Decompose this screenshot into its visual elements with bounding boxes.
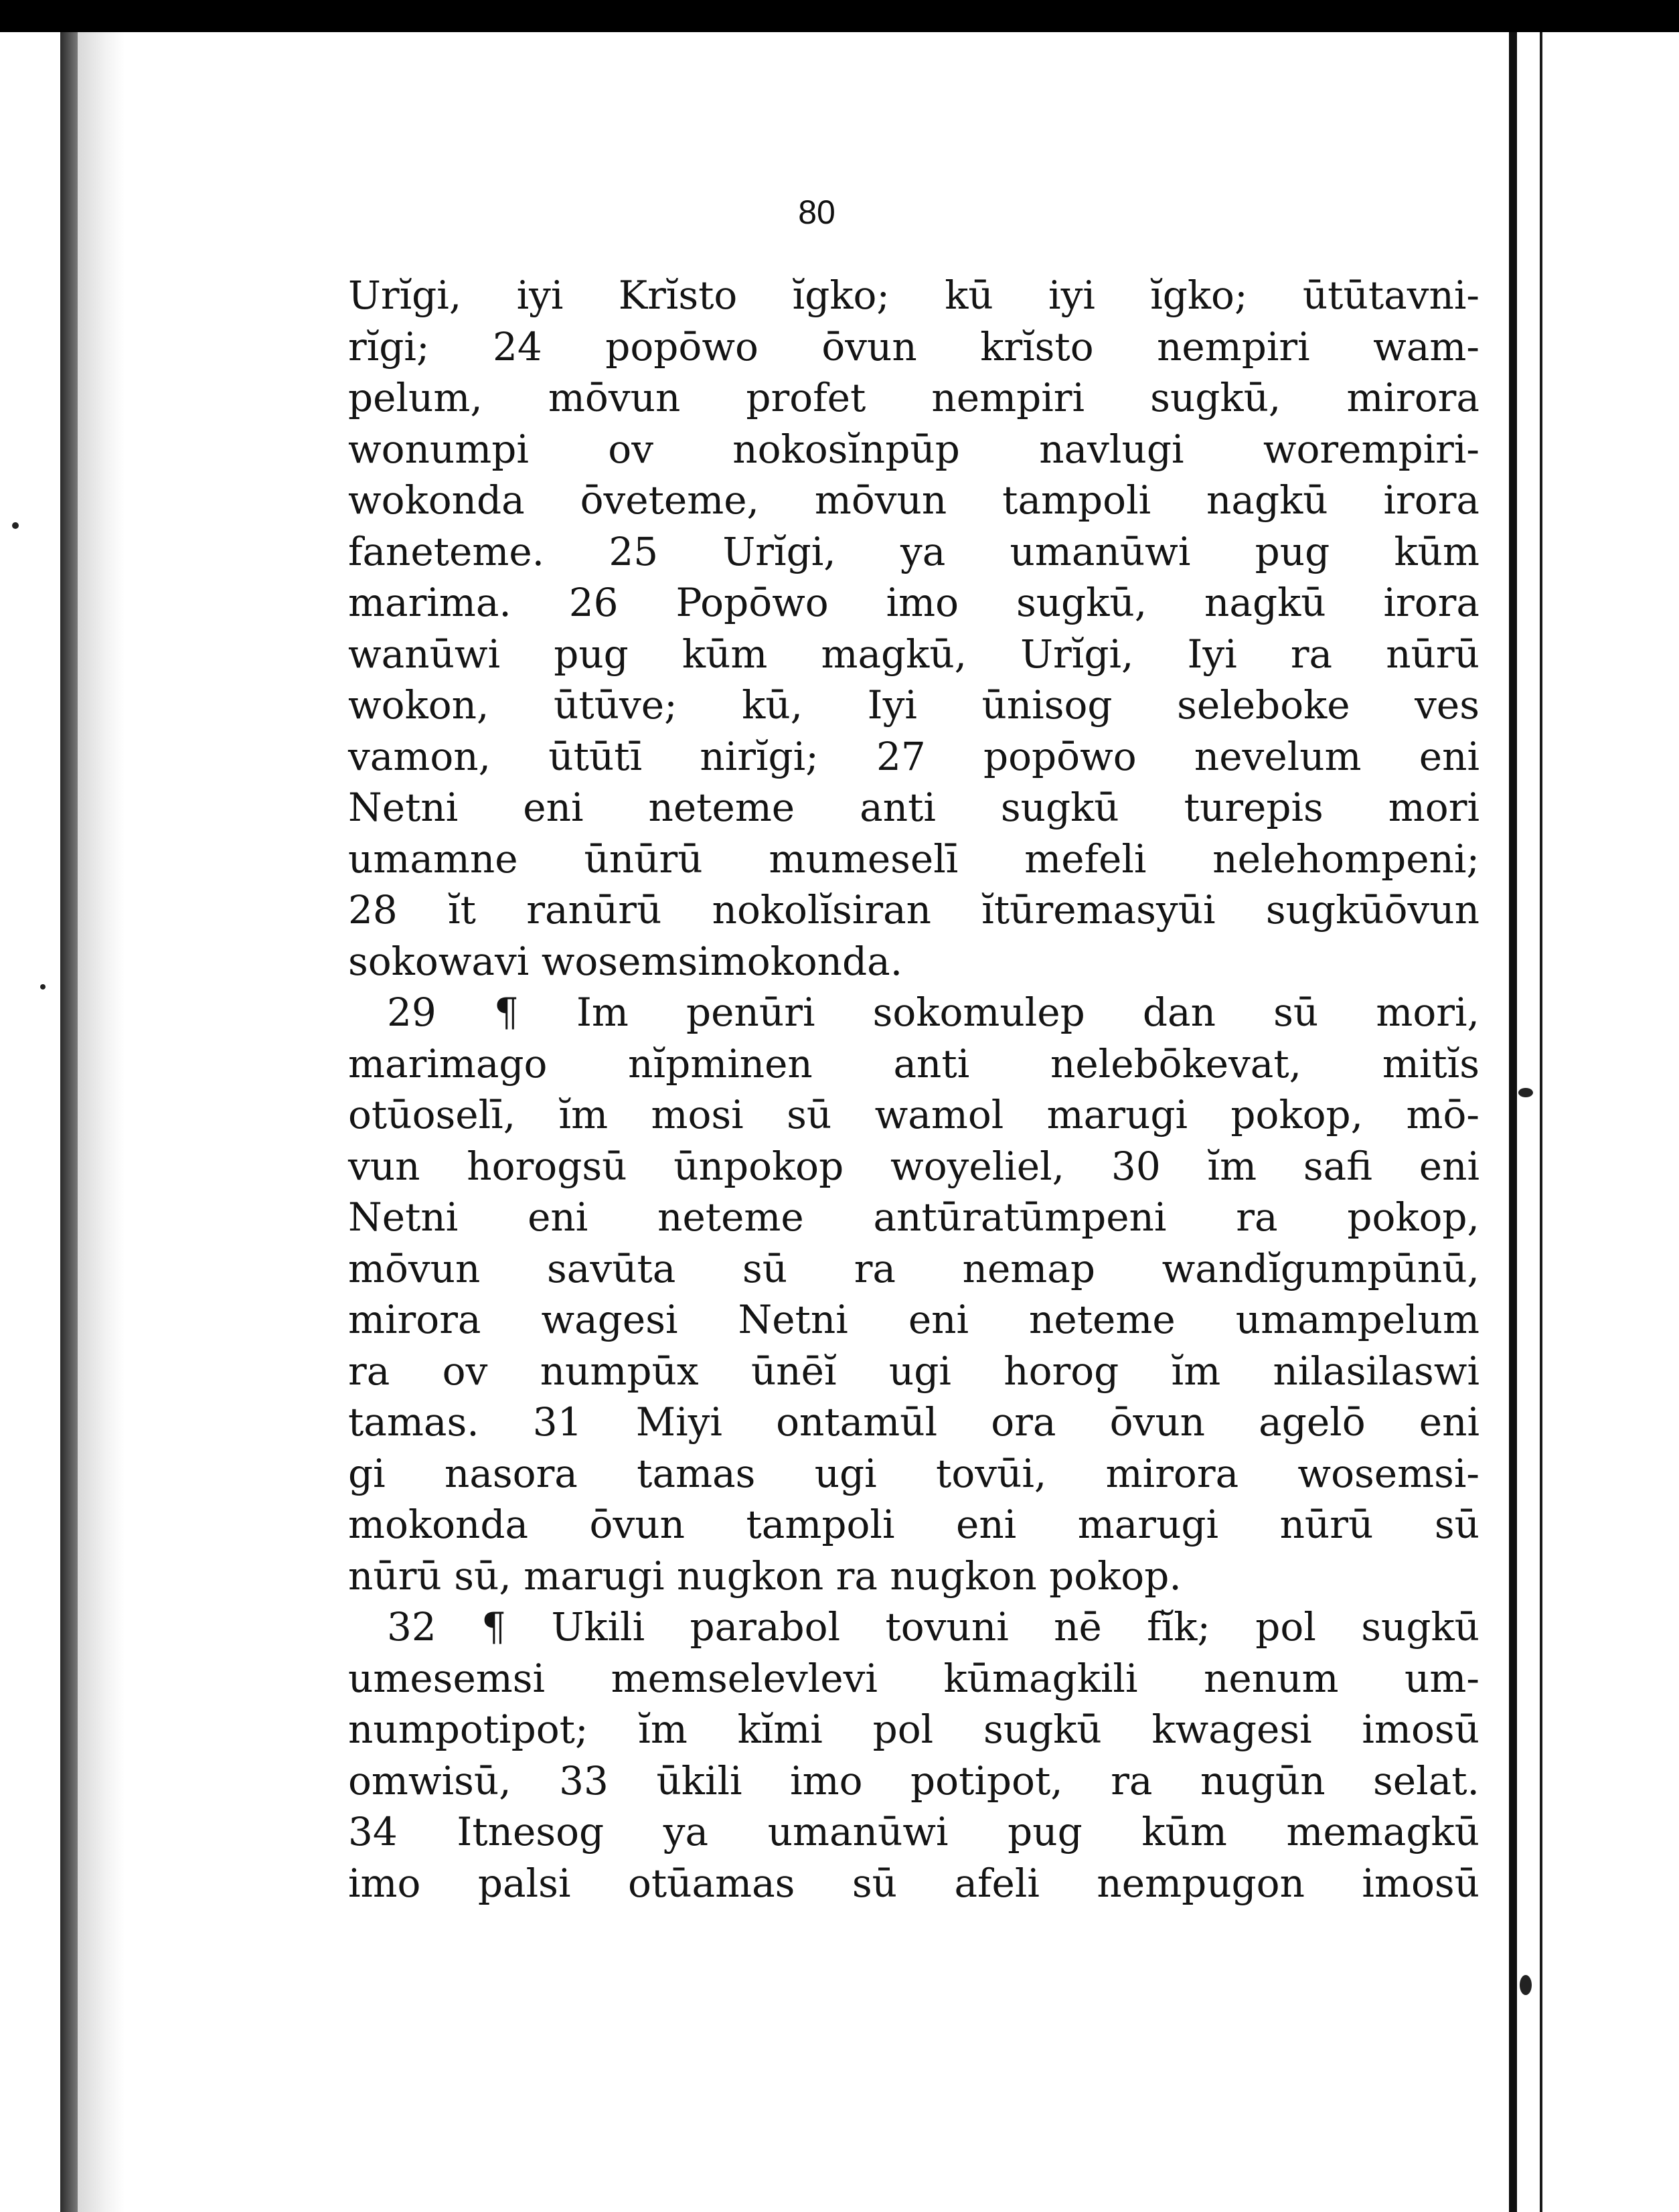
scan-left-edge [60,32,78,2212]
text-line: 34 Itnesog ya umanūwi pug kūm memagkū [348,1809,1480,1854]
text-line: Urĭgi, iyi Krĭsto ĭgko; kū iyi ĭgko; ūtūtavni- [348,272,1480,318]
text-line: vamon, ūtūtī nirĭgi; 27 popōwo nevelum eni [348,733,1480,779]
book-page [125,32,1509,2212]
text-line: 32 ¶ Ukili parabol tovuni nē fĭk; pol sugkū [387,1604,1480,1650]
text-line: rĭgi; 24 popōwo ōvun krĭsto nempiri wam- [348,323,1480,370]
text-line: tamas. 31 Miyi ontamūl ora ōvun agelō eni [348,1399,1480,1445]
scan-speck [1518,1088,1533,1097]
scan-speck [40,984,46,990]
text-line: 29 ¶ Im penūri sokomulep dan sū mori, [387,990,1480,1035]
scan-binding-shadow [78,32,125,2212]
text-line: vun horogsū ūnpokop woyeliel, 30 ĭm safi eni [348,1143,1480,1189]
text-line: sokowavi wosemsimokonda. [348,938,903,984]
scan-right-rule [1540,32,1542,2212]
text-line: Netni eni neteme antūratūmpeni ra pokop, [348,1194,1480,1240]
text-line: wonumpi ov nokosĭnpūp navlugi worempiri- [348,426,1480,472]
text-line: wanūwi pug kūm magkū, Urĭgi, Iyi ra nūrū [348,631,1480,677]
text-line: mokonda ōvun tampoli eni marugi nūrū sū [348,1502,1480,1547]
text-line: otūoselī, ĭm mosi sū wamol marugi pokop, mō- [348,1092,1480,1137]
scan-speck [12,522,19,529]
text-line: Netni eni neteme anti sugkū turepis mori [348,785,1480,830]
text-line: wokonda ōveteme, mōvun tampoli nagkū irora [348,477,1480,523]
text-line: nūrū sū, marugi nugkon ra nugkon pokop. [348,1553,1182,1599]
text-line: numpotipot; ĭm kĭmi pol sugkū kwagesi imosū [348,1707,1480,1752]
text-line: imo palsi otūamas sū afeli nempugon imosū [348,1860,1480,1906]
text-line: faneteme. 25 Urĭgi, ya umanūwi pug kūm [348,528,1480,574]
body-text [348,270,1480,1909]
scan-top-border [0,0,1679,32]
text-line: umamne ūnūrū mumeselī mefeli nelehompeni; [348,836,1480,882]
text-line: marima. 26 Popōwo imo sugkū, nagkū irora [348,580,1480,625]
text-line: marimago nĭpminen anti nelebōkevat, mitĭs [348,1040,1480,1087]
scan-speck [1520,1975,1532,1995]
text-line: mirora wagesi Netni eni neteme umampelum [348,1297,1480,1342]
text-line: mōvun savūta sū ra nemap wandĭgumpūnū, [348,1245,1480,1291]
text-line: pelum, mōvun profet nempiri sugkū, mirora [348,375,1480,420]
scan-right-edge [1509,32,1517,2212]
text-line: umesemsi memselevlevi kūmagkili nenum um- [348,1655,1480,1701]
text-line: 28 ĭt ranūrū nokolĭsiran ĭtūremasyūi sugkūōvun [348,887,1480,933]
text-line: ra ov numpūx ūnēĭ ugi horog ĭm nilasilaswi [348,1348,1480,1394]
text-line: omwisū, 33 ūkili imo potipot, ra nugūn selat. [348,1757,1480,1804]
page-number: 80 [798,193,835,231]
text-line: wokon, ūtūve; kū, Iyi ūnisog seleboke ves [348,682,1480,728]
text-line: gi nasora tamas ugi tovūi, mirora wosemsi- [348,1450,1480,1496]
